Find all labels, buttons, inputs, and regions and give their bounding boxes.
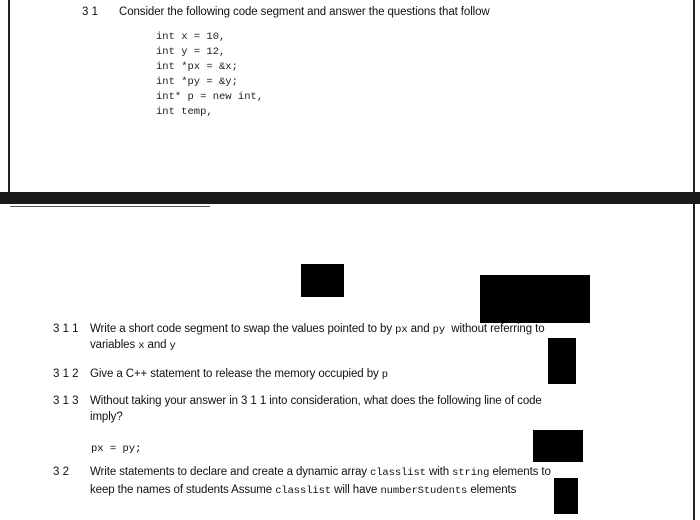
q32-classlist: classlist xyxy=(370,467,426,479)
right-border-line xyxy=(693,0,695,192)
question-3-1-3-line2: imply? xyxy=(90,411,123,423)
q32-text-b3: elements xyxy=(470,484,517,496)
question-3-1-3-code: px = py; xyxy=(91,443,142,455)
q312-p: p xyxy=(381,369,388,381)
q311-x: x xyxy=(138,340,145,352)
code-line: int* p = new int, xyxy=(156,91,264,103)
q32-text-b2: will have xyxy=(334,484,378,496)
redaction-block xyxy=(301,264,344,297)
q32-text-a2: with xyxy=(428,466,450,478)
code-line: int temp, xyxy=(156,106,213,118)
question-3-1-3-line1: Without taking your answer in 3 1 1 into consideration, what does the following line of code xyxy=(90,395,542,407)
question-3-1-text: Consider the following code segment and answer the questions that follow xyxy=(119,6,490,18)
question-number-3-2: 3 2 xyxy=(53,466,69,478)
q311-and2: and xyxy=(147,339,167,351)
redaction-block xyxy=(533,430,583,462)
code-line: int y = 12, xyxy=(156,46,226,58)
question-3-1-1-line1 xyxy=(90,323,545,336)
q32-text-a3: elements to xyxy=(492,466,551,478)
q311-px: px xyxy=(395,324,408,336)
code-line: int x = 10, xyxy=(156,31,226,43)
q311-text-c: variables xyxy=(90,339,136,351)
separator-thin-line xyxy=(10,206,210,207)
bottom-right-border-line xyxy=(693,204,695,520)
redaction-block xyxy=(548,338,576,384)
code-line: int *px = &x; xyxy=(156,61,238,73)
question-3-1-2-text xyxy=(90,368,388,381)
question-3-1-1-line2 xyxy=(90,339,176,352)
q32-classlist2: classlist xyxy=(275,485,332,497)
question-number-3-1: 3 1 xyxy=(82,6,98,18)
left-border-line xyxy=(8,0,10,192)
redaction-block xyxy=(554,478,578,514)
page-separator xyxy=(0,192,700,204)
q32-text-b1: keep the names of students Assume xyxy=(90,484,273,496)
q311-text-b: without referring to xyxy=(451,323,545,335)
q32-text-a1: Write statements to declare and create a dynamic array xyxy=(90,466,367,478)
question-number-3-1-1: 3 1 1 xyxy=(53,323,79,335)
q32-numberstudents: numberStudents xyxy=(380,485,468,497)
question-3-2-line2 xyxy=(90,484,516,497)
code-line: int *py = &y; xyxy=(156,76,238,88)
question-number-3-1-3: 3 1 3 xyxy=(53,395,79,407)
q32-string: string xyxy=(452,467,490,479)
redaction-block xyxy=(480,275,590,323)
q311-py: py xyxy=(432,324,446,336)
q311-y: y xyxy=(169,340,176,352)
q311-and: and xyxy=(410,323,430,335)
question-number-3-1-2: 3 1 2 xyxy=(53,368,79,380)
top-page-panel xyxy=(0,0,700,192)
q311-text-a: Write a short code segment to swap the values pointed to by xyxy=(90,323,393,335)
q312-text: Give a C++ statement to release the memory occupied by xyxy=(90,368,379,380)
question-3-2-line1 xyxy=(90,466,551,479)
